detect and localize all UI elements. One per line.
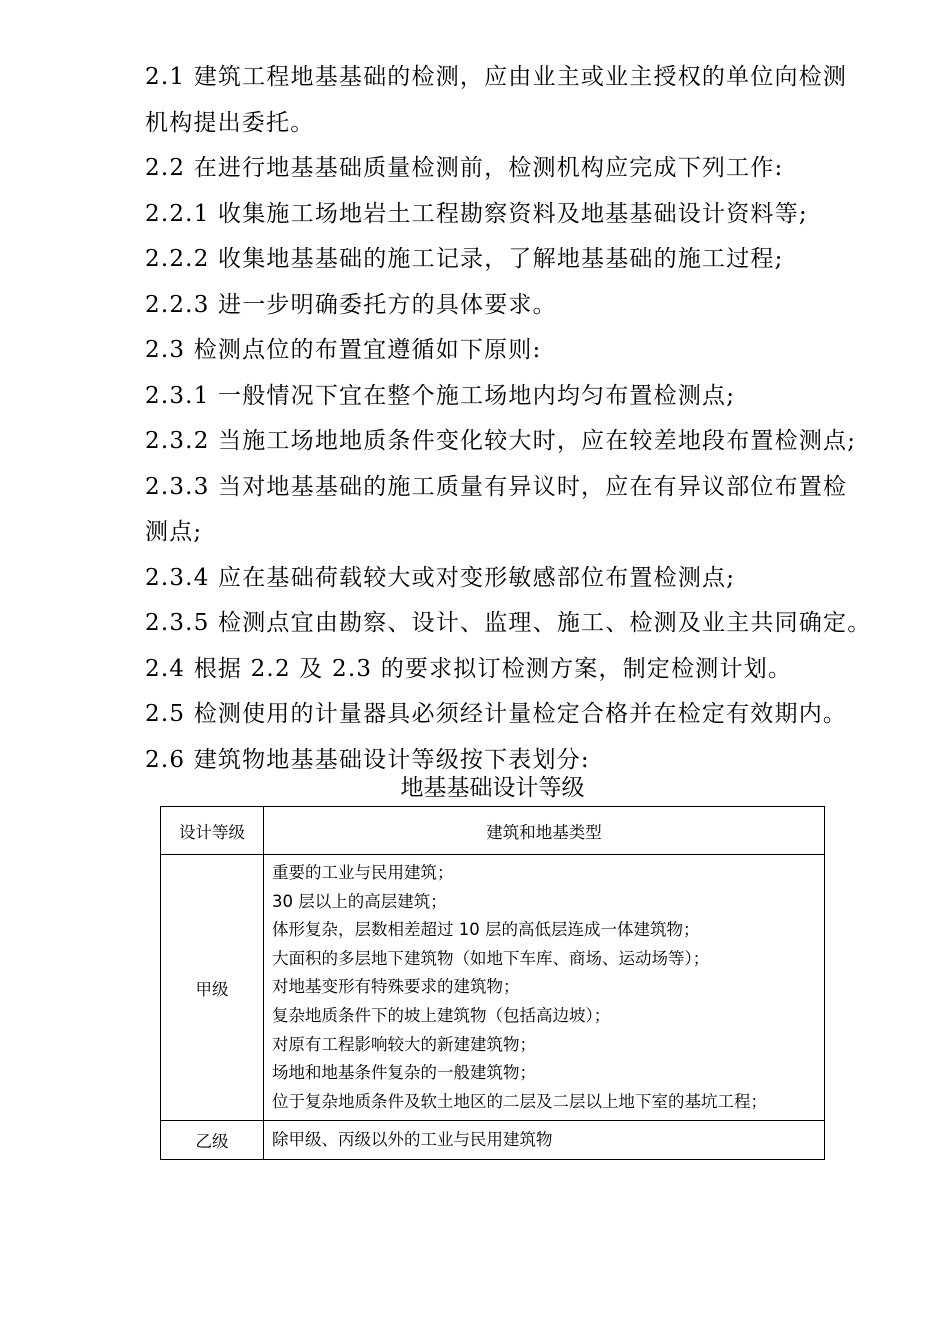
type-line: 体形复杂，层数相差超过 10 层的高低层连成一体建筑物； bbox=[272, 920, 700, 940]
table-row bbox=[161, 855, 825, 1121]
paragraph-2-2-3: 2.2.3 进一步明确委托方的具体要求。 bbox=[145, 291, 557, 318]
paragraph-2-4: 2.4 根据 2.2 及 2.3 的要求拟订检测方案，制定检测计划。 bbox=[145, 655, 793, 682]
paragraph-2-1: 2.1 建筑工程地基基础的检测，应由业主或业主授权的单位向检测机构提出委托。 bbox=[145, 64, 848, 136]
type-line: 除甲级、丙级以外的工业与民用建筑物 bbox=[272, 1130, 553, 1150]
type-line: 对原有工程影响较大的新建建筑物； bbox=[272, 1034, 536, 1054]
paragraph-2-2: 2.2 在进行地基基础质量检测前，检测机构应完成下列工作: bbox=[145, 155, 784, 181]
table-header-row bbox=[161, 807, 825, 855]
type-line: 位于复杂地质条件及软土地区的二层及二层以上地下室的基坑工程； bbox=[272, 1091, 767, 1111]
row-level-cell: 乙级 bbox=[161, 1121, 264, 1160]
type-line: 复杂地质条件下的坡上建筑物（包括高边坡）； bbox=[272, 1005, 611, 1025]
row-types-cell bbox=[264, 855, 825, 1121]
row-types-cell bbox=[264, 1121, 825, 1160]
table-row bbox=[161, 1121, 825, 1160]
type-line: 重要的工业与民用建筑； bbox=[272, 863, 454, 882]
paragraph-2-3-4: 2.3.4 应在基础荷载较大或对变形敏感部位布置检测点; bbox=[145, 564, 736, 591]
header-building-type: 建筑和地基类型 bbox=[264, 807, 825, 855]
paragraph-2-3: 2.3 检测点位的布置宜遵循如下原则: bbox=[145, 337, 542, 363]
paragraph-2-3-3: 2.3.3 当对地基基础的施工质量有异议时，应在有异议部位布置检测点; bbox=[145, 473, 848, 545]
table-title: 地基基础设计等级 bbox=[400, 775, 585, 801]
paragraph-2-6: 2.6 建筑物地基基础设计等级按下表划分: bbox=[145, 746, 590, 773]
body-text bbox=[145, 55, 905, 783]
type-line: 30 层以上的高层建筑； bbox=[272, 891, 447, 911]
paragraph-2-3-1: 2.3.1 一般情况下宜在整个施工场地内均匀布置检测点; bbox=[145, 382, 736, 409]
paragraph-2-2-1: 2.2.1 收集施工场地岩土工程勘察资料及地基基础设计资料等; bbox=[145, 200, 808, 227]
paragraph-2-5: 2.5 检测使用的计量器具必须经计量检定合格并在检定有效期内。 bbox=[145, 701, 848, 727]
type-line: 大面积的多层地下建筑物（如地下车库、商场、运动场等）； bbox=[272, 948, 710, 968]
paragraph-2-2-2: 2.2.2 收集地基基础的施工记录，了解地基基础的施工过程; bbox=[145, 246, 784, 272]
header-design-level: 设计等级 bbox=[161, 807, 264, 855]
type-line: 场地和地基条件复杂的一般建筑物； bbox=[272, 1063, 536, 1083]
design-grade-table bbox=[160, 806, 825, 1160]
type-line: 对地基变形有特殊要求的建筑物； bbox=[272, 977, 520, 997]
row-level-cell: 甲级 bbox=[161, 855, 264, 1121]
paragraph-2-3-2: 2.3.2 当施工场地地质条件变化较大时，应在较差地段布置检测点; bbox=[145, 428, 857, 454]
paragraph-2-3-5: 2.3.5 检测点宜由勘察、设计、监理、施工、检测及业主共同确定。 bbox=[145, 610, 872, 636]
